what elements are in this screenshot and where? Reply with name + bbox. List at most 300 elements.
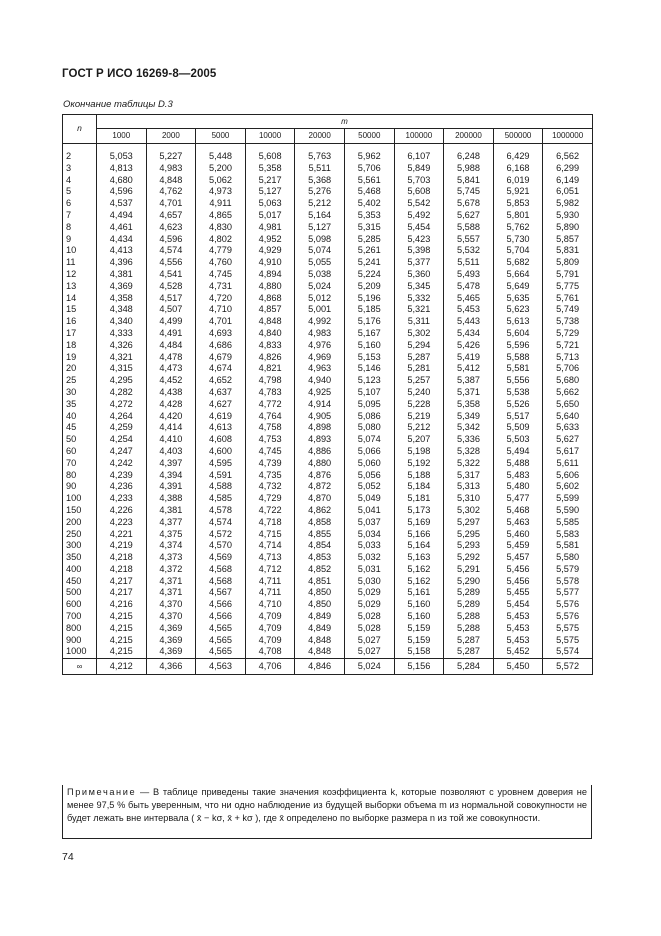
coefficient-cell: 4,840 [245,328,295,340]
m-value-header: 100000 [394,128,444,143]
coefficient-cell: 6,168 [493,163,543,175]
coefficient-cell: 5,662 [543,387,593,399]
coefficient-cell: 5,209 [344,281,394,293]
coefficient-cell: 5,606 [543,470,593,482]
coefficient-cell: 5,049 [344,493,394,505]
coefficient-cell: 4,259 [97,422,147,434]
coefficient-cell: 5,027 [344,635,394,647]
coefficient-cell: 5,284 [444,659,494,675]
table-row [63,446,593,458]
coefficient-cell: 4,566 [196,611,246,623]
coefficient-cell: 5,617 [543,446,593,458]
n-value-cell: 70 [63,458,97,470]
coefficient-cell: 5,358 [444,399,494,411]
coefficient-cell: 5,224 [344,269,394,281]
coefficient-cell: 5,322 [444,458,494,470]
n-value-cell: 4 [63,175,97,187]
coefficient-cell: 4,712 [245,564,295,576]
coefficient-cell: 5,468 [344,186,394,198]
n-value-cell: 1000 [63,646,97,658]
coefficient-cell: 4,764 [245,411,295,423]
table-body [63,144,593,675]
spacer-cell [295,144,345,152]
coefficient-cell: 4,403 [146,446,196,458]
coefficient-cell: 5,623 [493,304,543,316]
coefficient-cell: 5,581 [543,540,593,552]
coefficient-cell: 4,491 [146,328,196,340]
coefficient-cell: 5,509 [493,422,543,434]
n-column-header: n [63,115,97,144]
coefficient-cell: 5,017 [245,210,295,222]
coefficient-cell: 4,929 [245,245,295,257]
coefficient-cell: 5,578 [543,576,593,588]
coefficient-cell: 5,463 [493,517,543,529]
coefficient-cell: 5,080 [344,422,394,434]
table-row [63,387,593,399]
table-row [63,175,593,187]
coefficient-cell: 5,371 [444,387,494,399]
n-value-cell: 16 [63,316,97,328]
coefficient-cell: 5,627 [444,210,494,222]
coefficient-cell: 5,453 [493,635,543,647]
coefficient-cell: 5,494 [493,446,543,458]
coefficient-cell: 5,074 [295,245,345,257]
spacer-cell [344,144,394,152]
coefficient-cell: 4,686 [196,340,246,352]
infinity-symbol-cell: ∞ [63,659,97,675]
coefficient-cell: 4,855 [295,529,345,541]
n-value-cell: 800 [63,623,97,635]
coefficient-cell: 4,369 [146,646,196,658]
table-row [63,422,593,434]
coefficient-cell: 4,381 [97,269,147,281]
coefficient-cell: 6,019 [493,175,543,187]
coefficient-cell: 5,360 [394,269,444,281]
coefficient-cell: 5,294 [394,340,444,352]
coefficient-cell: 5,468 [493,505,543,517]
coefficient-cell: 4,414 [146,422,196,434]
coefficient-cell: 5,192 [394,458,444,470]
coefficient-cell: 4,715 [245,529,295,541]
coefficient-cell: 4,578 [196,505,246,517]
coefficient-cell: 4,850 [295,587,345,599]
n-value-cell: 200 [63,517,97,529]
coefficient-cell: 5,453 [493,623,543,635]
coefficient-cell: 5,033 [344,540,394,552]
coefficient-cell: 4,779 [196,245,246,257]
coefficient-cell: 4,370 [146,611,196,623]
coefficient-cell: 4,541 [146,269,196,281]
coefficient-cell: 5,029 [344,599,394,611]
coefficient-cell: 5,063 [245,198,295,210]
n-value-cell: 100 [63,493,97,505]
coefficient-cell: 5,302 [394,328,444,340]
coefficient-cell: 5,227 [146,151,196,163]
coefficient-cell: 4,358 [97,293,147,305]
coefficient-cell: 5,184 [394,481,444,493]
coefficient-cell: 5,349 [444,411,494,423]
coefficient-cell: 5,098 [295,234,345,246]
coefficient-cell: 4,461 [97,222,147,234]
coefficient-cell: 5,358 [245,163,295,175]
spacer-row [63,144,593,152]
coefficient-cell: 5,285 [344,234,394,246]
coefficient-table [62,114,593,675]
table-row [63,304,593,316]
coefficient-cell: 5,241 [344,257,394,269]
coefficient-cell: 4,572 [196,529,246,541]
coefficient-cell: 4,247 [97,446,147,458]
coefficient-cell: 5,311 [394,316,444,328]
coefficient-cell: 4,826 [245,352,295,364]
coefficient-cell: 5,988 [444,163,494,175]
coefficient-cell: 4,983 [295,328,345,340]
coefficient-cell: 5,921 [493,186,543,198]
coefficient-cell: 5,158 [394,646,444,658]
table-row [63,316,593,328]
coefficient-cell: 4,802 [196,234,246,246]
coefficient-cell: 5,511 [295,163,345,175]
coefficient-cell: 4,880 [245,281,295,293]
coefficient-cell: 4,499 [146,316,196,328]
n-value-cell: 50 [63,434,97,446]
coefficient-cell: 4,710 [245,599,295,611]
coefficient-cell: 5,460 [493,529,543,541]
coefficient-cell: 4,233 [97,493,147,505]
coefficient-cell: 5,328 [444,446,494,458]
coefficient-cell: 5,146 [344,363,394,375]
coefficient-cell: 4,772 [245,399,295,411]
coefficient-cell: 5,557 [444,234,494,246]
coefficient-cell: 5,841 [444,175,494,187]
coefficient-cell: 5,127 [245,186,295,198]
coefficient-cell: 5,185 [344,304,394,316]
coefficient-cell: 5,542 [394,198,444,210]
coefficient-cell: 4,282 [97,387,147,399]
coefficient-cell: 5,095 [344,399,394,411]
table-row [63,529,593,541]
coefficient-cell: 4,680 [97,175,147,187]
coefficient-cell: 4,880 [295,458,345,470]
coefficient-cell: 5,176 [344,316,394,328]
coefficient-cell: 4,701 [146,198,196,210]
coefficient-cell: 4,428 [146,399,196,411]
coefficient-cell: 4,215 [97,623,147,635]
coefficient-cell: 4,574 [196,517,246,529]
coefficient-cell: 5,290 [444,576,494,588]
n-value-cell: 25 [63,375,97,387]
coefficient-cell: 4,708 [245,646,295,658]
coefficient-cell: 4,215 [97,611,147,623]
coefficient-cell: 4,537 [97,198,147,210]
coefficient-cell: 5,001 [295,304,345,316]
coefficient-cell: 4,714 [245,540,295,552]
coefficient-cell: 4,528 [146,281,196,293]
coefficient-cell: 5,576 [543,599,593,611]
coefficient-cell: 5,217 [245,175,295,187]
table-row [63,234,593,246]
coefficient-cell: 5,763 [295,151,345,163]
coefficient-cell: 5,580 [543,552,593,564]
coefficient-cell: 4,377 [146,517,196,529]
coefficient-cell: 5,321 [394,304,444,316]
coefficient-cell: 5,297 [444,517,494,529]
coefficient-cell: 5,556 [493,375,543,387]
coefficient-cell: 4,391 [146,481,196,493]
m-value-header: 1000 [97,128,147,143]
coefficient-cell: 4,591 [196,470,246,482]
spacer-cell [493,144,543,152]
coefficient-cell: 5,240 [394,387,444,399]
coefficient-cell: 5,454 [493,599,543,611]
coefficient-cell: 5,031 [344,564,394,576]
coefficient-cell: 4,219 [97,540,147,552]
coefficient-cell: 4,507 [146,304,196,316]
coefficient-cell: 5,412 [444,363,494,375]
coefficient-cell: 5,456 [493,564,543,576]
coefficient-cell: 4,226 [97,505,147,517]
coefficient-cell: 4,732 [245,481,295,493]
coefficient-cell: 5,588 [493,352,543,364]
coefficient-cell: 4,242 [97,458,147,470]
n-value-cell: 11 [63,257,97,269]
coefficient-cell: 4,570 [196,540,246,552]
table-row [63,186,593,198]
m-value-header: 1000000 [543,128,593,143]
coefficient-cell: 4,340 [97,316,147,328]
n-value-cell: 10 [63,245,97,257]
coefficient-cell: 4,876 [295,470,345,482]
coefficient-cell: 5,749 [543,304,593,316]
coefficient-cell: 5,453 [444,304,494,316]
coefficient-cell: 5,801 [493,210,543,222]
coefficient-cell: 5,353 [344,210,394,222]
coefficient-cell: 4,710 [196,304,246,316]
coefficient-cell: 4,735 [245,470,295,482]
coefficient-cell: 5,052 [344,481,394,493]
coefficient-cell: 5,167 [344,328,394,340]
coefficient-cell: 4,596 [146,234,196,246]
coefficient-cell: 5,583 [543,529,593,541]
coefficient-cell: 4,910 [245,257,295,269]
coefficient-cell: 5,538 [493,387,543,399]
coefficient-cell: 5,982 [543,198,593,210]
coefficient-cell: 4,857 [245,304,295,316]
n-value-cell: 17 [63,328,97,340]
coefficient-cell: 5,156 [394,659,444,675]
coefficient-cell: 5,162 [394,564,444,576]
coefficient-cell: 5,532 [444,245,494,257]
table-row [63,163,593,175]
coefficient-cell: 5,173 [394,505,444,517]
coefficient-cell: 5,611 [543,458,593,470]
coefficient-cell: 4,848 [146,175,196,187]
coefficient-cell: 4,619 [196,411,246,423]
coefficient-cell: 4,366 [146,659,196,675]
table-row [63,375,593,387]
coefficient-cell: 5,212 [295,198,345,210]
table-row [63,363,593,375]
coefficient-cell: 5,107 [344,387,394,399]
coefficient-cell: 4,566 [196,599,246,611]
coefficient-cell: 5,443 [444,316,494,328]
coefficient-cell: 4,886 [295,446,345,458]
coefficient-cell: 4,976 [295,340,345,352]
coefficient-cell: 5,127 [295,222,345,234]
table-row [63,635,593,647]
n-value-cell: 13 [63,281,97,293]
coefficient-cell: 5,342 [444,422,494,434]
coefficient-cell: 4,679 [196,352,246,364]
coefficient-cell: 5,291 [444,564,494,576]
coefficient-cell: 4,370 [146,599,196,611]
coefficient-cell: 5,761 [543,293,593,305]
coefficient-cell: 5,459 [493,540,543,552]
m-values-row [63,128,593,143]
coefficient-cell: 4,348 [97,304,147,316]
table-row [63,576,593,588]
coefficient-cell: 4,637 [196,387,246,399]
coefficient-cell: 4,713 [245,552,295,564]
coefficient-cell: 5,292 [444,552,494,564]
coefficient-cell: 5,066 [344,446,394,458]
coefficient-cell: 5,849 [394,163,444,175]
coefficient-cell: 5,038 [295,269,345,281]
coefficient-cell: 5,398 [394,245,444,257]
coefficient-cell: 5,159 [394,635,444,647]
coefficient-cell: 5,317 [444,470,494,482]
coefficient-cell: 5,332 [394,293,444,305]
coefficient-cell: 5,196 [344,293,394,305]
coefficient-cell: 4,783 [245,387,295,399]
coefficient-cell: 5,455 [493,587,543,599]
coefficient-cell: 4,326 [97,340,147,352]
coefficient-cell: 5,762 [493,222,543,234]
coefficient-cell: 5,074 [344,434,394,446]
n-value-cell: 35 [63,399,97,411]
note-text: — В таблице приведены такие значения коэффициента k, которые позволяют с уровнем доверия не менее 97,5 % быть уверенным, что ни одно наблюдение из будущей выборки объема m из нормальной совокупности не будет лежать вне интервала ( x̄ − kσ, x̄ + kσ ), где x̄ определено по выборке размера n из той же совокупности. [67,787,587,824]
coefficient-cell: 4,854 [295,540,345,552]
coefficient-cell: 4,760 [196,257,246,269]
coefficient-cell: 5,738 [543,316,593,328]
coefficient-cell: 4,372 [146,564,196,576]
coefficient-cell: 4,254 [97,434,147,446]
coefficient-cell: 5,465 [444,293,494,305]
note-lead: Примечание [67,787,137,797]
m-value-header: 20000 [295,128,345,143]
n-value-cell: 400 [63,564,97,576]
coefficient-cell: 6,299 [543,163,593,175]
table-row [63,352,593,364]
coefficient-cell: 5,576 [543,611,593,623]
coefficient-cell: 5,704 [493,245,543,257]
coefficient-cell: 4,729 [245,493,295,505]
coefficient-cell: 5,219 [394,411,444,423]
n-value-cell: 300 [63,540,97,552]
coefficient-cell: 5,295 [444,529,494,541]
coefficient-cell: 5,448 [196,151,246,163]
coefficient-cell: 5,650 [543,399,593,411]
coefficient-cell: 4,762 [146,186,196,198]
coefficient-cell: 4,963 [295,363,345,375]
coefficient-cell: 5,336 [444,434,494,446]
coefficient-cell: 4,381 [146,505,196,517]
coefficient-cell: 4,868 [245,293,295,305]
m-value-header: 50000 [344,128,394,143]
coefficient-cell: 5,161 [394,587,444,599]
table-row [63,281,593,293]
coefficient-cell: 5,086 [344,411,394,423]
coefficient-cell: 6,107 [394,151,444,163]
coefficient-cell: 5,574 [543,646,593,658]
spacer-cell [444,144,494,152]
n-value-cell: 8 [63,222,97,234]
coefficient-cell: 5,590 [543,505,593,517]
coefficient-cell: 4,588 [196,481,246,493]
coefficient-cell: 5,368 [295,175,345,187]
coefficient-cell: 4,753 [245,434,295,446]
coefficient-cell: 5,809 [543,257,593,269]
table-row [63,599,593,611]
table-row [63,340,593,352]
table-row [63,198,593,210]
coefficient-cell: 5,664 [493,269,543,281]
coefficient-cell: 5,160 [394,599,444,611]
coefficient-cell: 4,862 [295,505,345,517]
spacer-cell [394,144,444,152]
coefficient-cell: 4,911 [196,198,246,210]
coefficient-cell: 4,216 [97,599,147,611]
coefficient-cell: 4,375 [146,529,196,541]
n-value-cell: 900 [63,635,97,647]
coefficient-cell: 5,602 [543,481,593,493]
coefficient-cell: 5,450 [493,659,543,675]
table-row [63,269,593,281]
coefficient-cell: 5,434 [444,328,494,340]
coefficient-cell: 4,295 [97,375,147,387]
coefficient-cell: 5,575 [543,623,593,635]
coefficient-cell: 5,288 [444,623,494,635]
coefficient-cell: 4,849 [295,623,345,635]
coefficient-cell: 4,569 [196,552,246,564]
coefficient-cell: 4,693 [196,328,246,340]
coefficient-cell: 4,413 [97,245,147,257]
coefficient-cell: 4,596 [97,186,147,198]
table-row [63,399,593,411]
coefficient-cell: 5,012 [295,293,345,305]
coefficient-cell: 4,657 [146,210,196,222]
coefficient-cell: 5,581 [493,363,543,375]
coefficient-cell: 4,556 [146,257,196,269]
coefficient-cell: 5,293 [444,540,494,552]
coefficient-cell: 5,831 [543,245,593,257]
coefficient-cell: 5,730 [493,234,543,246]
coefficient-cell: 5,678 [444,198,494,210]
coefficient-cell: 4,373 [146,552,196,564]
coefficient-cell: 5,288 [444,611,494,623]
coefficient-cell: 5,024 [295,281,345,293]
n-value-cell: 60 [63,446,97,458]
coefficient-cell: 4,853 [295,552,345,564]
coefficient-cell: 5,287 [444,646,494,658]
coefficient-cell: 5,613 [493,316,543,328]
n-value-cell: 9 [63,234,97,246]
coefficient-cell: 4,940 [295,375,345,387]
coefficient-cell: 5,377 [394,257,444,269]
coefficient-cell: 4,563 [196,659,246,675]
coefficient-cell: 5,713 [543,352,593,364]
coefficient-cell: 5,890 [543,222,593,234]
